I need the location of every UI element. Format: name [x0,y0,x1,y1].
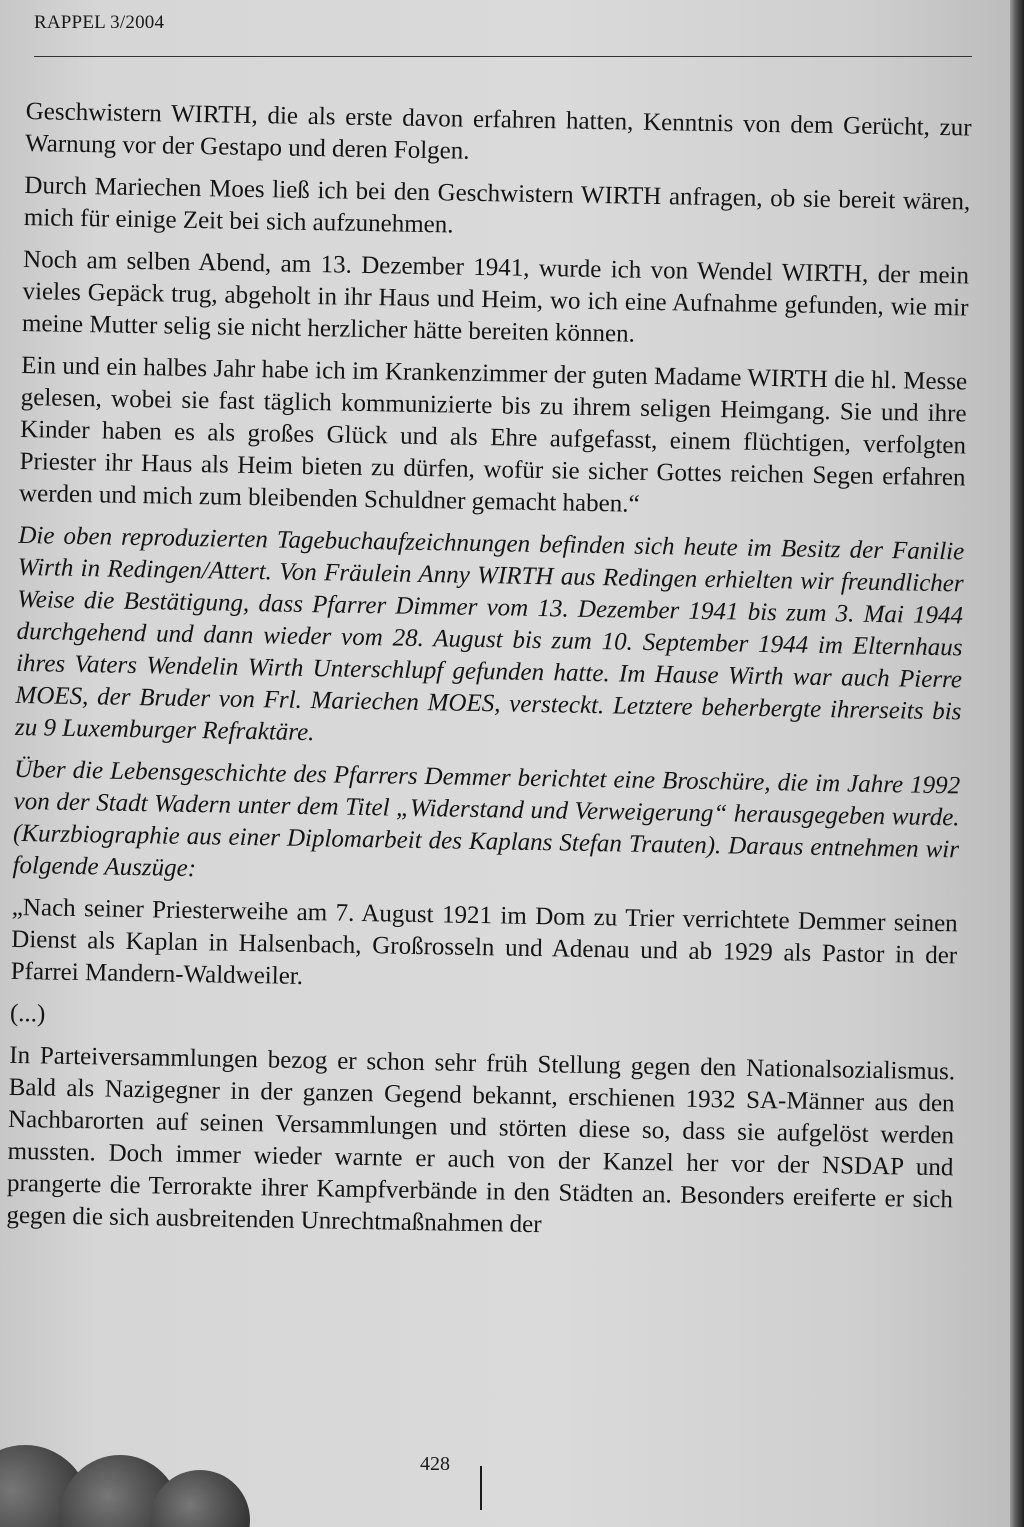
paragraph: Ein und ein halbes Jahr habe ich im Krankenzimmer der guten Madame WIRTH die hl. Messe gelesen, wobei sie fast täglich kommunizierte bis zu ihrem seligen Heimgang. Sie und ihre Kinder haben es als großes Glück und als Ehre aufgefasst, einem flüchtigen, verfolgten Priester ihr Haus als Heim bieten zu dürfen, wofür sie sicher Gottes reichen Segen erfahren werden und mich zum bleibenden Schuldner gemacht haben.“ [18,351,968,518]
paragraph: In Parteiversammlungen bezog er schon sehr früh Stellung gegen den Nationalsozialismus. Bald als Nazigegner in der ganzen Gegend bekannt, erschienen 1932 SA-Männer aus den Nachbarorten auf seinen Versammlungen und störten diese so, dass sie aufgelöst werden mussten. Doch immer wieder warnte er auch von der Kanzel her vor der NSDAP und prangerte die Terrorakte ihrer Kampfverbände in den Städten an. Besonders ereiferte er sich gegen die sich ausbreitenden Unrechtmaßnahmen der [6,1041,956,1239]
paragraph: (...) [9,999,46,1028]
italic-paragraph: Über die Lebensgeschichte des Pfarrers Demmer berichtet eine Broschüre, die im Jahre 1992 von der Stadt Wadern unter dem Titel „Widerstand und Verweigerung“ herausgegeben wurde. (Kurzbiographie aus einer Diplomarbeit des Kaplans Stefan Trauten). Daraus entnehmen wir folgende Auszüge: [12,755,961,883]
running-head: RAPPEL 3/2004 [34,12,165,33]
paragraph: Durch Mariechen Moes ließ ich bei den Geschwistern WIRTH anfragen, ob sie bereit wären, mich für einige Zeit bei sich aufzunehmen. [23,171,971,239]
header-rule [34,56,972,57]
page-number-rule [480,1466,482,1510]
body-text [6,96,972,1258]
page-number: 428 [420,1453,450,1475]
page-edge [1010,0,1024,1527]
paragraph: „Nach seiner Priesterweihe am 7. August 1921 im Dom zu Trier verrichtete Demmer seinen Dienst als Kaplan in Halsenbach, Großrosseln und Adenau und ab 1929 als Pastor in der Pfarrei Mandern-Waldweiler. [10,893,958,990]
paragraph: Geschwistern WIRTH, die als erste davon erfahren hatten, Kenntnis von dem Gerücht, zur Warnung vor der Gestapo und deren Folgen. [24,97,972,165]
paragraph: Noch am selben Abend, am 13. Dezember 1941, wurde ich von Wendel WIRTH, der mein vieles Gepäck trug, abgeholt in ihr Haus und Heim, wo ich eine Aufnahme gefunden, wie mir meine Mutter selig sie nicht herzlicher hätte bereiten können. [21,245,970,348]
italic-paragraph: Die oben reproduzierten Tagebuchaufzeichnungen befinden sich heute im Besitz der Fanilie Wirth in Redingen/Attert. Von Fräulein Anny WIRTH aus Redingen erhielten wir freundlicher Weise die Bestätigung, dass Pfarrer Dimmer vom 13. Dezember 1941 bis zum 3. Mai 1944 durchgehend und dann wieder vom 28. August bis zum 10. September 1944 im Elternhaus ihres Vaters Wendelin Wirth Unterschlupf gefunden hatte. Im Hause Wirth war auch Pierre MOES, der Bruder von Frl. Mariechen MOES, versteckt. Letztere beherbergte ihrerseits bis zu 9 Luxemburger Refraktäre. [14,521,965,747]
